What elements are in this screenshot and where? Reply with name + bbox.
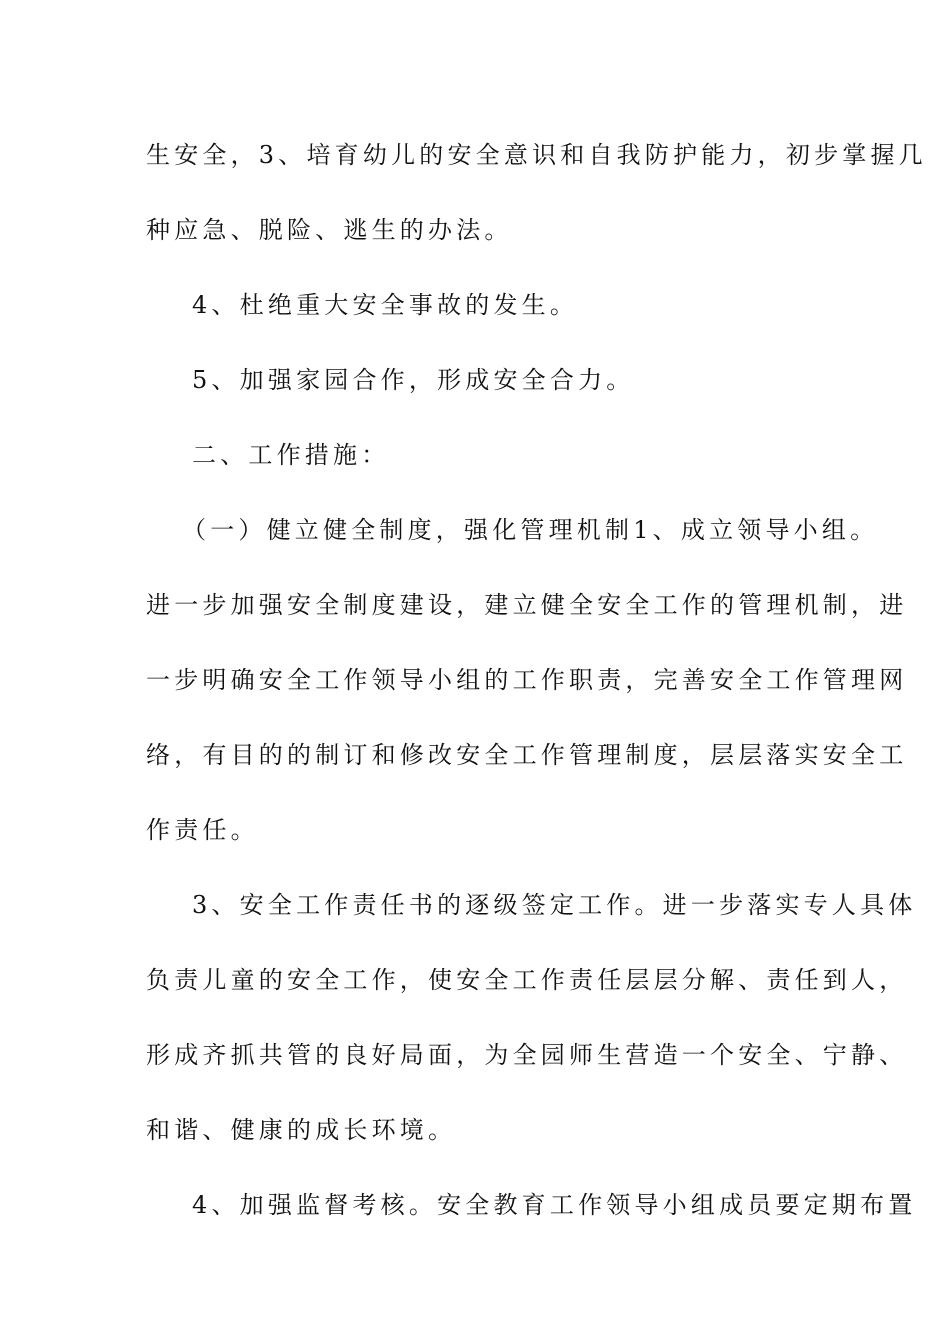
body-text-line: 一步明确安全工作领导小组的工作职责，完善安全工作管理网: [146, 666, 908, 694]
body-text-line: 负责儿童的安全工作，使安全工作责任层层分解、责任到人，: [146, 966, 908, 994]
body-text-line: 4、杜绝重大安全事故的发生。: [192, 291, 579, 319]
body-text-line: 进一步加强安全制度建设，建立健全安全工作的管理机制，进: [146, 591, 908, 619]
subsection-heading: （一）健立健全制度，强化管理机制1、成立领导小组。: [182, 516, 879, 544]
body-text-line: 4、加强监督考核。安全教育工作领导小组成员要定期布置: [192, 1191, 917, 1219]
body-text-line: 和谐、健康的成长环境。: [146, 1116, 457, 1144]
body-text-line: 形成齐抓共管的良好局面，为全园师生营造一个安全、宁静、: [146, 1041, 908, 1069]
body-text-line: 作责任。: [146, 816, 259, 844]
body-text-line: 生安全，3、培育幼儿的安全意识和自我防护能力，初步掌握几: [146, 141, 927, 169]
body-text-line: 络，有目的的制订和修改安全工作管理制度，层层落实安全工: [146, 741, 908, 769]
body-text-line: 种应急、脱险、逃生的办法。: [146, 216, 513, 244]
body-text-line: 3、安全工作责任书的逐级签定工作。进一步落实专人具体: [192, 891, 917, 919]
body-text-line: 5、加强家园合作，形成安全合力。: [192, 366, 635, 394]
section-heading: 二、工作措施：: [192, 441, 390, 469]
